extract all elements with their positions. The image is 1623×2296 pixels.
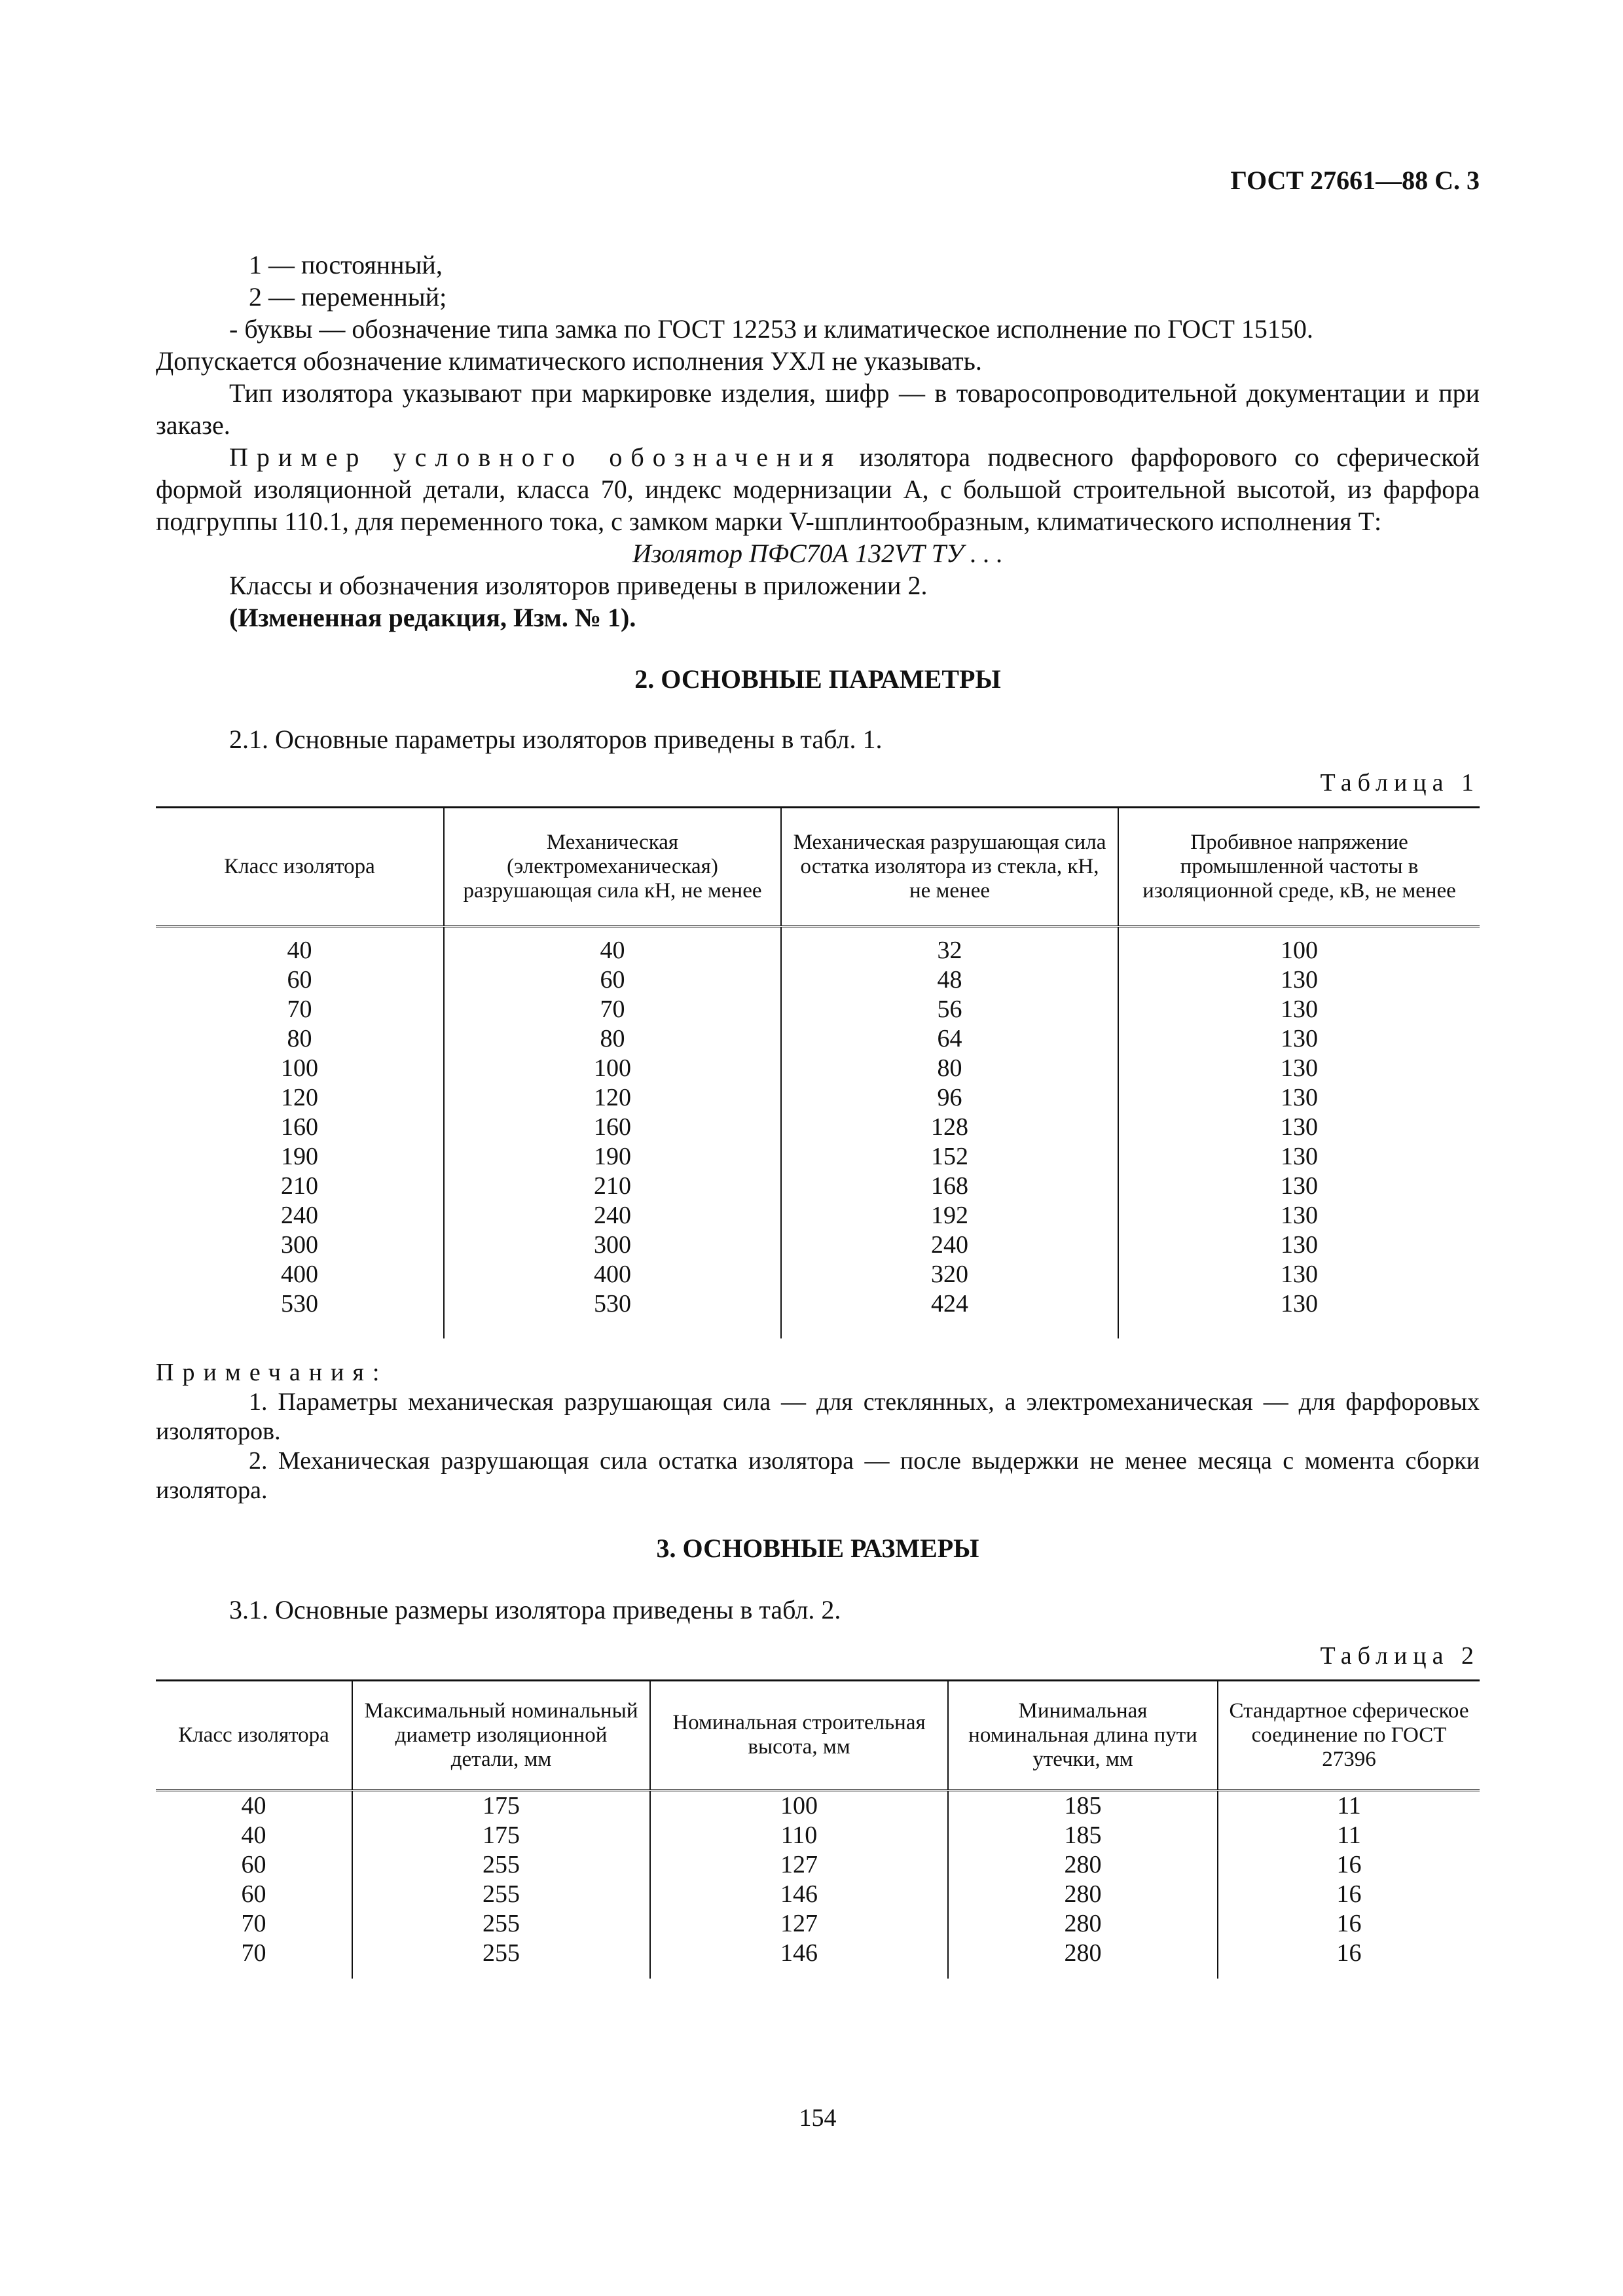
example-text: изолятора подвесного фарфорового со сферической формой изоляционной детали, класса 70, индекс модернизации А, с большой строительной высотой, из фарфора подгруппы 110.1, для переменного тока, с замком марки V-шплинтообразным, климатического исполнения Т: xyxy=(156,442,1480,536)
table-cell: 168 xyxy=(781,1172,1118,1201)
table-cell: 190 xyxy=(281,1142,318,1170)
table-cell: 60 xyxy=(444,965,781,995)
table-cell: 80 xyxy=(444,1024,781,1054)
table-row xyxy=(156,1289,1480,1319)
table-cell: 210 xyxy=(444,1172,781,1201)
marking-paragraph: Тип изолятора указывают при маркировке изделия, шифр — в товаросопроводительной документации и при заказе. xyxy=(156,378,1480,440)
page-number: 154 xyxy=(799,2104,837,2132)
note-2: 2. Механическая разрушающая сила остатка изолятора — после выдержки не менее месяца с момента сборки изолятора. xyxy=(156,1446,1480,1504)
table-row xyxy=(156,1113,1480,1142)
table-cell: 56 xyxy=(781,995,1118,1024)
table-cell: 400 xyxy=(281,1260,318,1288)
table-cell: 130 xyxy=(1118,995,1480,1024)
table-cell: 210 xyxy=(281,1172,318,1200)
table-cell: 280 xyxy=(948,1880,1218,1909)
table-1-header: Механическая (электромеханическая) разрушающая сила кН, не менее xyxy=(444,808,781,927)
table-cell: 100 xyxy=(1118,936,1480,965)
table-cell: 160 xyxy=(281,1113,318,1141)
uhl-paragraph: Допускается обозначение климатического исполнения УХЛ не указывать. xyxy=(156,346,982,376)
table-cell: 185 xyxy=(948,1821,1218,1850)
table-cell: 240 xyxy=(281,1201,318,1229)
table-row xyxy=(156,1083,1480,1113)
table-cell: 16 xyxy=(1218,1850,1480,1880)
table-cell: 70 xyxy=(287,995,312,1023)
table-row xyxy=(156,995,1480,1024)
table-cell: 280 xyxy=(948,1909,1218,1939)
table-cell: 127 xyxy=(650,1909,948,1939)
table-cell: 120 xyxy=(444,1083,781,1113)
table-cell: 130 xyxy=(1118,1024,1480,1054)
table-cell: 240 xyxy=(444,1201,781,1230)
table-cell: 16 xyxy=(1218,1880,1480,1909)
table-row xyxy=(156,1821,1480,1850)
table-cell: 255 xyxy=(352,1880,650,1909)
table-row xyxy=(156,965,1480,995)
table-cell: 185 xyxy=(948,1790,1218,1821)
table-cell: 130 xyxy=(1118,1230,1480,1260)
note-1: 1. Параметры механическая разрушающая сила — для стеклянных, а электромеханическая — для фарфоровых изоляторов. xyxy=(156,1388,1480,1445)
table-row xyxy=(156,936,1480,965)
table-cell: 130 xyxy=(1118,1113,1480,1142)
table-row xyxy=(156,1142,1480,1172)
table-row xyxy=(156,1172,1480,1201)
table-cell: 80 xyxy=(287,1024,312,1052)
table-cell: 100 xyxy=(281,1054,318,1082)
table-cell: 40 xyxy=(241,1791,266,1820)
table-cell: 11 xyxy=(1218,1790,1480,1821)
table-row xyxy=(156,1024,1480,1054)
table-cell: 130 xyxy=(1118,1289,1480,1319)
table-row xyxy=(156,1850,1480,1880)
table-row xyxy=(156,1201,1480,1230)
table-cell: 130 xyxy=(1118,1201,1480,1230)
table-cell: 120 xyxy=(281,1083,318,1111)
table-cell: 16 xyxy=(1218,1939,1480,1968)
page-body xyxy=(156,157,1480,1979)
table-cell: 280 xyxy=(948,1939,1218,1968)
table-row xyxy=(156,1230,1480,1260)
section-3-text: 3.1. Основные размеры изолятора приведены в табл. 2. xyxy=(229,1594,841,1624)
table-cell: 130 xyxy=(1118,1172,1480,1201)
page-header: ГОСТ 27661—88 С. 3 xyxy=(1230,166,1480,195)
table-cell: 40 xyxy=(241,1821,266,1849)
table-row xyxy=(156,1880,1480,1909)
table-1-header: Класс изолятора xyxy=(224,855,375,878)
table-cell: 60 xyxy=(287,965,312,994)
table-cell: 280 xyxy=(948,1850,1218,1880)
table-2-header: Номинальная строительная высота, мм xyxy=(650,1680,948,1790)
example-label: Пример условного обозначения xyxy=(229,442,843,472)
table-cell: 130 xyxy=(1118,965,1480,995)
table-cell: 192 xyxy=(781,1201,1118,1230)
table-row xyxy=(156,1939,1480,1968)
table-cell: 96 xyxy=(781,1083,1118,1113)
table-cell: 146 xyxy=(650,1880,948,1909)
table-2-header: Стандартное сферическое соединение по ГОСТ 27396 xyxy=(1218,1680,1480,1790)
notes-title: Примечания: xyxy=(156,1358,388,1386)
table-cell: 40 xyxy=(444,936,781,965)
table-cell: 300 xyxy=(281,1230,318,1259)
table-cell: 255 xyxy=(352,1909,650,1939)
example-code: Изолятор ПФС70А 132VТ ТУ . . . xyxy=(632,539,1003,568)
table-cell: 424 xyxy=(781,1289,1118,1319)
table-cell: 530 xyxy=(444,1289,781,1319)
table-2-header: Максимальный номинальный диаметр изоляционной детали, мм xyxy=(352,1680,650,1790)
edition-note: (Измененная редакция, Изм. № 1). xyxy=(229,603,636,632)
table-1-header: Механическая разрушающая сила остатка изолятора из стекла, кН, не менее xyxy=(781,808,1118,927)
table-cell: 240 xyxy=(781,1230,1118,1260)
table-1-caption: Таблица 1 xyxy=(1320,769,1480,797)
letters-paragraph: - буквы — обозначение типа замка по ГОСТ 12253 и климатическое исполнение по ГОСТ 15150. xyxy=(229,314,1313,344)
table-cell: 100 xyxy=(650,1790,948,1821)
table-cell: 60 xyxy=(241,1850,266,1878)
table-row xyxy=(156,1054,1480,1083)
table-cell: 48 xyxy=(781,965,1118,995)
section-2-title: 2. ОСНОВНЫЕ ПАРАМЕТРЫ xyxy=(634,664,1001,694)
section-3-title: 3. ОСНОВНЫЕ РАЗМЕРЫ xyxy=(656,1533,979,1563)
table-cell: 400 xyxy=(444,1260,781,1289)
table-cell: 160 xyxy=(444,1113,781,1142)
table-cell: 100 xyxy=(444,1054,781,1083)
table-cell: 175 xyxy=(352,1790,650,1821)
table-cell: 32 xyxy=(781,936,1118,965)
table-row xyxy=(156,1909,1480,1939)
table-cell: 130 xyxy=(1118,1142,1480,1172)
table-cell: 127 xyxy=(650,1850,948,1880)
table-cell: 70 xyxy=(241,1909,266,1937)
table-cell: 530 xyxy=(281,1289,318,1318)
table-2-header: Класс изолятора xyxy=(178,1723,329,1747)
list-item-alternating: 2 — переменный; xyxy=(249,282,447,312)
table-cell: 110 xyxy=(650,1821,948,1850)
table-cell: 255 xyxy=(352,1850,650,1880)
table-row xyxy=(156,1790,1480,1821)
table-cell: 64 xyxy=(781,1024,1118,1054)
table-1 xyxy=(156,806,1480,1338)
table-1-header: Пробивное напряжение промышленной частоты в изоляционной среде, кВ, не менее xyxy=(1118,808,1480,927)
table-cell: 300 xyxy=(444,1230,781,1260)
table-cell: 175 xyxy=(352,1821,650,1850)
table-cell: 190 xyxy=(444,1142,781,1172)
table-2 xyxy=(156,1679,1480,1979)
table-2-header: Минимальная номинальная длина пути утечки, мм xyxy=(948,1680,1218,1790)
table-cell: 128 xyxy=(781,1113,1118,1142)
table-cell: 70 xyxy=(241,1939,266,1967)
table-cell: 130 xyxy=(1118,1260,1480,1289)
table-cell: 130 xyxy=(1118,1083,1480,1113)
table-cell: 60 xyxy=(241,1880,266,1908)
example-paragraph xyxy=(156,441,1480,537)
table-cell: 11 xyxy=(1218,1821,1480,1850)
list-item-constant: 1 — постоянный, xyxy=(249,250,443,279)
classes-paragraph: Классы и обозначения изоляторов приведены в приложении 2. xyxy=(229,571,928,600)
table-row xyxy=(156,1260,1480,1289)
table-cell: 70 xyxy=(444,995,781,1024)
table-cell: 320 xyxy=(781,1260,1118,1289)
table-cell: 146 xyxy=(650,1939,948,1968)
table-cell: 80 xyxy=(781,1054,1118,1083)
table-cell: 40 xyxy=(287,936,312,964)
table-cell: 16 xyxy=(1218,1909,1480,1939)
table-cell: 152 xyxy=(781,1142,1118,1172)
table-2-caption: Таблица 2 xyxy=(1320,1641,1480,1670)
table-cell: 255 xyxy=(352,1939,650,1968)
table-cell: 130 xyxy=(1118,1054,1480,1083)
section-2-text: 2.1. Основные параметры изоляторов приведены в табл. 1. xyxy=(229,725,883,754)
